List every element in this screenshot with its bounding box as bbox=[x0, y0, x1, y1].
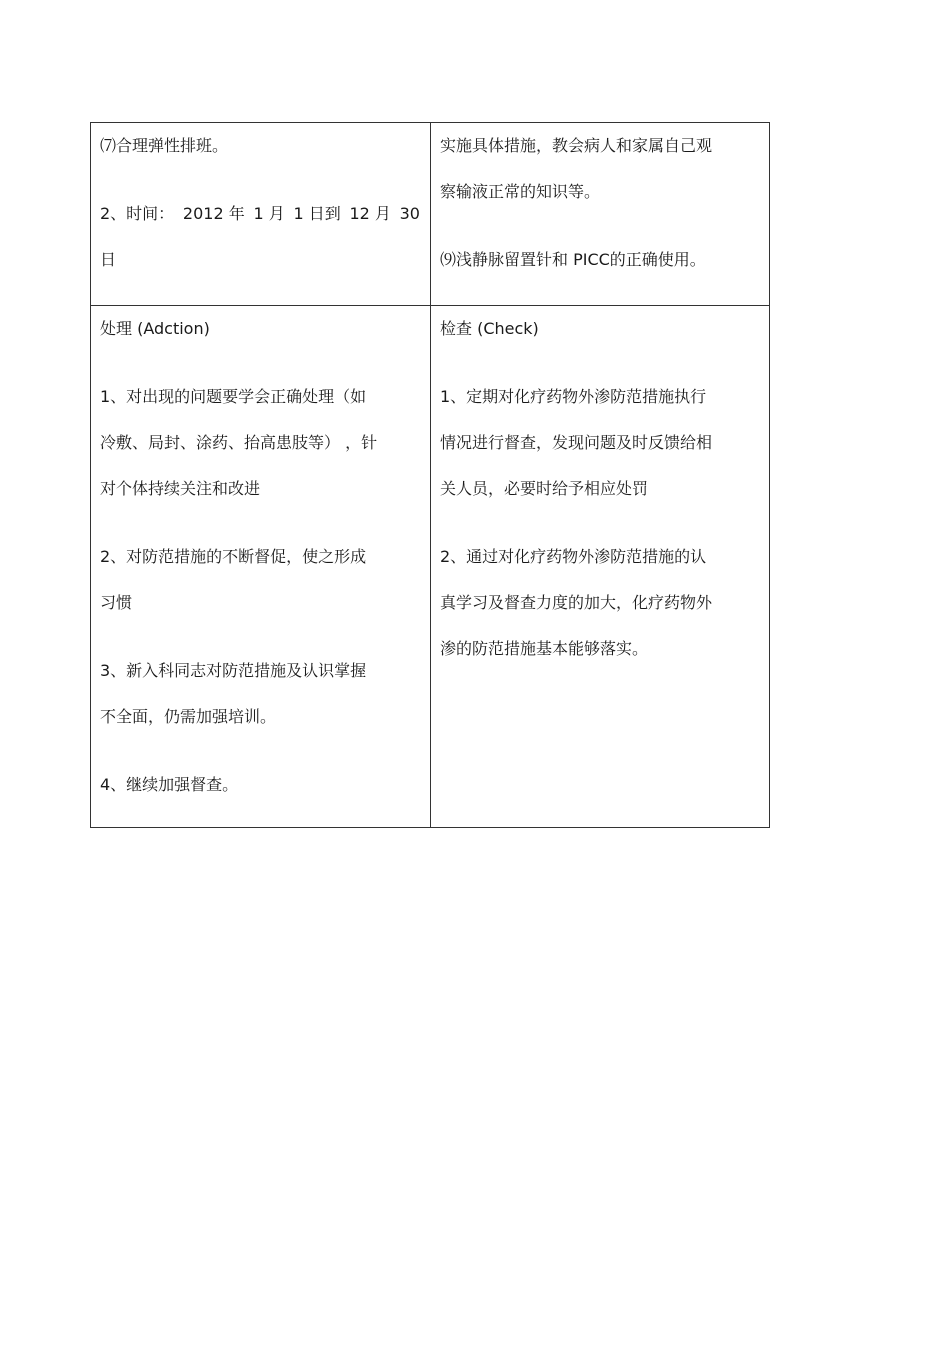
table-row-plan-do bbox=[91, 123, 769, 305]
text-line: 冷敷、局封、涂药、抬高患肢等） ，针 bbox=[100, 433, 378, 452]
text-line: 4、继续加强督查。 bbox=[100, 775, 239, 794]
text-line: 2、对防范措施的不断督促，使之形成 bbox=[100, 547, 367, 566]
end-month-text: 12 月 bbox=[349, 204, 391, 223]
text-line: 渗的防范措施基本能够落实。 bbox=[440, 639, 649, 658]
time-label: 2、时间： bbox=[100, 204, 175, 223]
month-text: 1 月 bbox=[253, 204, 285, 223]
section-heading-check: 检查 (Check) bbox=[440, 319, 539, 338]
text-line: 察输液正常的知识等。 bbox=[440, 182, 601, 201]
text-line: 对个体持续关注和改进 bbox=[100, 479, 261, 498]
cell-do-continued bbox=[430, 123, 769, 305]
text-line: 3、新入科同志对防范措施及认识掌握 bbox=[100, 661, 367, 680]
cell-check bbox=[430, 306, 769, 827]
day-text: 1 日到 bbox=[293, 204, 341, 223]
text-line: 1、对出现的问题要学会正确处理（如 bbox=[100, 387, 367, 406]
text-line: 日 bbox=[100, 250, 117, 269]
table-row-action-check bbox=[91, 305, 769, 827]
text-line: 2、通过对化疗药物外渗防范措施的认 bbox=[440, 547, 707, 566]
cell-plan-continued bbox=[91, 123, 430, 305]
text-line: ⑼浅静脉留置针和 PICC的正确使用。 bbox=[440, 250, 706, 269]
time-range-line bbox=[100, 191, 420, 237]
cell-action bbox=[91, 306, 430, 827]
end-day-text: 30 bbox=[399, 204, 420, 223]
text-line: 不全面，仍需加强培训。 bbox=[100, 707, 277, 726]
text-line: 习惯 bbox=[100, 593, 133, 612]
text-line: ⑺合理弹性排班。 bbox=[100, 136, 229, 155]
year-text: 2012 年 bbox=[182, 204, 245, 223]
text-line: 实施具体措施，教会病人和家属自己观 bbox=[440, 136, 713, 155]
text-line: 1、定期对化疗药物外渗防范措施执行 bbox=[440, 387, 707, 406]
text-line: 真学习及督查力度的加大，化疗药物外 bbox=[440, 593, 713, 612]
pdca-table bbox=[90, 122, 770, 828]
section-heading-action: 处理 (Adction) bbox=[100, 319, 210, 338]
text-line: 情况进行督查，发现问题及时反馈给相 bbox=[440, 433, 713, 452]
text-line: 关人员，必要时给予相应处罚 bbox=[440, 479, 649, 498]
